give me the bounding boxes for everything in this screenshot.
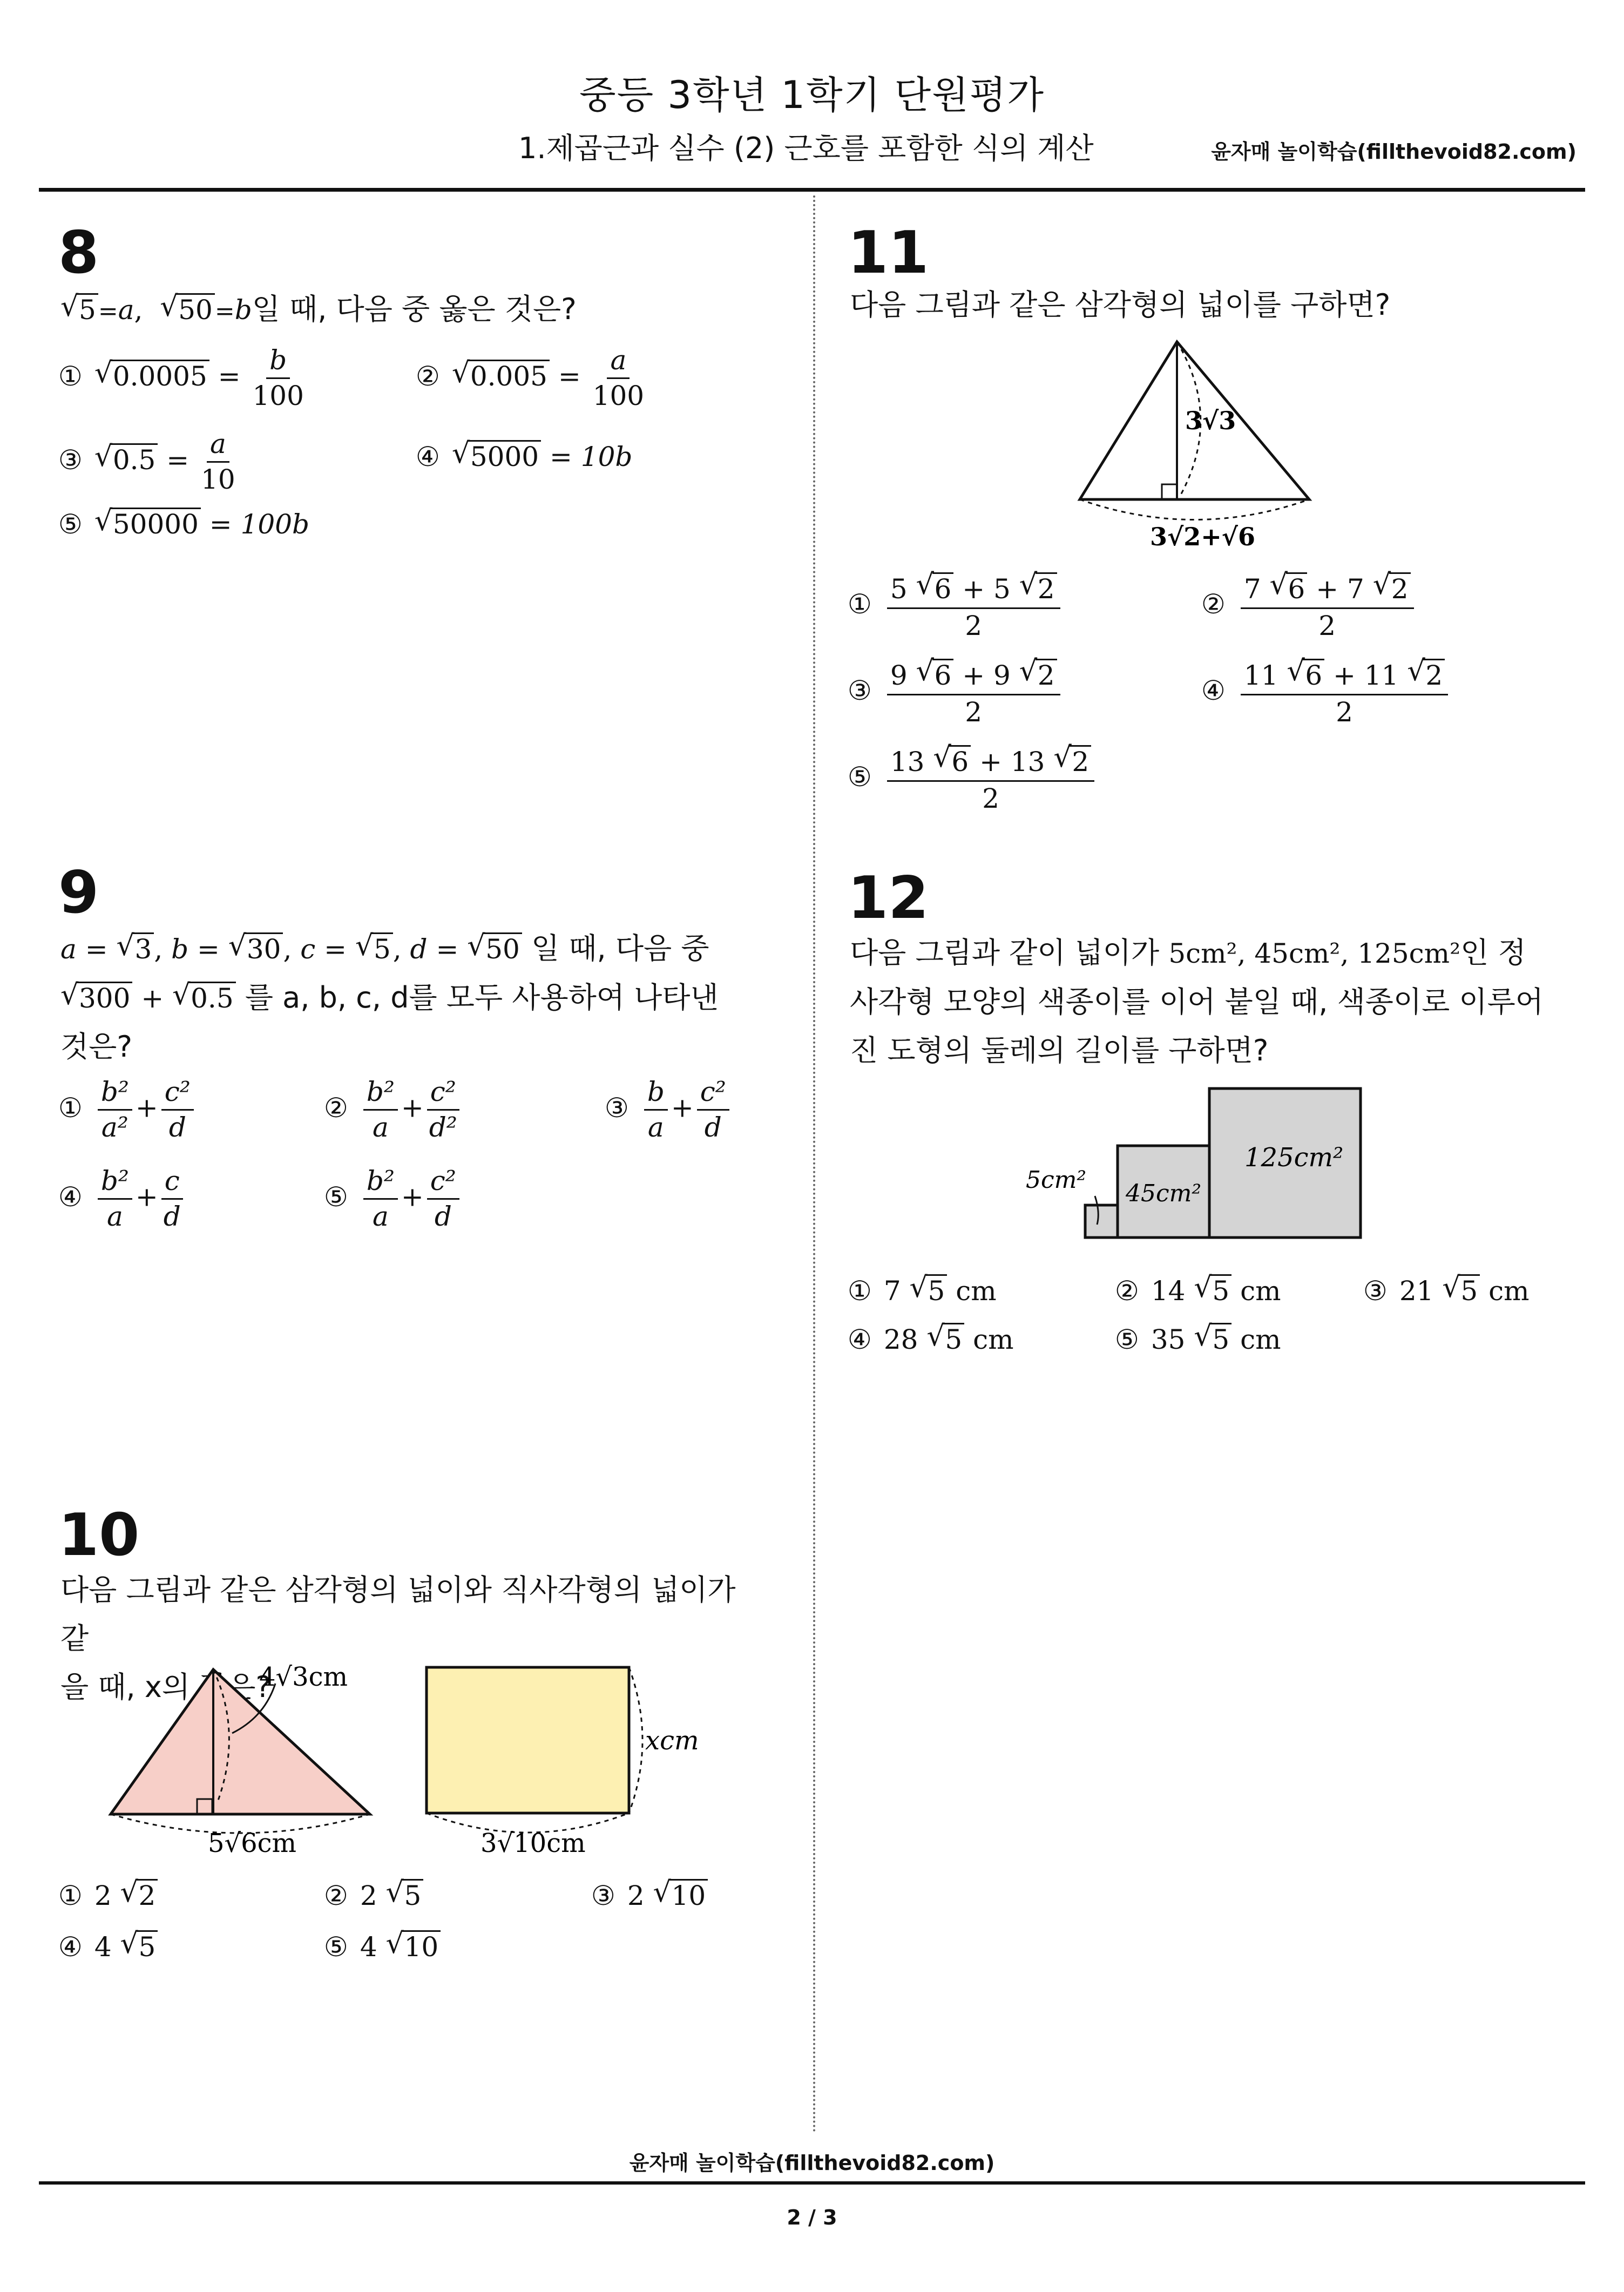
q11-option-3[interactable]: ③ $\frac{9 √ 6 + 9 √ 2}{2}$	[848, 659, 1064, 727]
q12-stem-line1-tail: 인 정	[1460, 936, 1526, 970]
q9-option-3[interactable]: ③ $\frac{b}{a}$ + $\frac{\text{c²}}{d}$	[605, 1077, 733, 1142]
footer-site: 윤자매 놀이학습(fillthevoid82.com)	[629, 2151, 995, 2175]
q11-base-label: 3√2+√6	[1150, 522, 1256, 551]
q10-option-4[interactable]: ④ 4 √ 5	[58, 1930, 158, 1963]
q10-option-3[interactable]: ③ 2 √ 10	[591, 1879, 708, 1912]
q11-option-2[interactable]: ② $\frac{7 √ 6 + 7 √ 2}{2}$	[1201, 572, 1417, 641]
q10-base-label: 5√6cm	[208, 1828, 297, 1858]
q10-side-arc	[629, 1667, 642, 1813]
q9-option-4[interactable]: ④ $\frac{\text{b²}}{a}$ + $\frac{c}{d}$	[58, 1166, 186, 1232]
q10-option-5[interactable]: ⑤ 4 √ 10	[324, 1930, 441, 1963]
q9-option-5[interactable]: ⑤ $\frac{\text{b²}}{a}$ + $\frac{\text{c²}}{d}$	[324, 1166, 463, 1232]
header-rule	[39, 188, 1585, 192]
q9-stem-line3: 것은?	[60, 1030, 132, 1064]
q10-number: 10	[58, 1502, 140, 1569]
q9-stem-line2: 를 a, b, c, d를 모두 사용하여 나타낸	[245, 981, 719, 1015]
q8-option-3[interactable]: ③√ 0.5 = $\frac{a}{10}$	[58, 429, 239, 495]
page-number: 2 / 3	[787, 2206, 837, 2229]
q12-stem: 다음 그림과 같이 넓이가 5cm², 45cm², 125cm²인 정 사각형 모양의 색종이를 이어 붙일 때, 색종이로 이루어 진 도형의 둘레의 길이를 구하면?	[850, 929, 1552, 1075]
q10-rectangle-figure	[416, 1658, 718, 1863]
q11-option-1[interactable]: ① $\frac{5 √ 6 + 5 √ 2}{2}$	[848, 572, 1064, 641]
q12-stem-line1-head: 다음 그림과 같이 넓이가	[850, 936, 1160, 970]
q8-option-1[interactable]: ①√ 0.0005 = $\frac{b}{100}$	[58, 346, 307, 411]
q12-stem-line2: 사각형 모양의 색종이를 이어 붙일 때, 색종이로 이루어	[850, 985, 1544, 1019]
q10-stem-line1: 다음 그림과 같은 삼각형의 넓이와 직사각형의 넓이가 같	[60, 1573, 736, 1655]
q10-side-label: xcm	[645, 1726, 699, 1756]
header-site: 윤자매 놀이학습(fillthevoid82.com)	[1211, 140, 1576, 164]
q12-small-square	[1085, 1205, 1118, 1238]
q12-number: 12	[848, 864, 929, 932]
q12-option-4[interactable]: ④ 28 √ 5 cm	[848, 1323, 1014, 1356]
q12-option-1[interactable]: ① 7 √ 5 cm	[848, 1274, 997, 1307]
q8-option-2[interactable]: ②√ 0.005 = $\frac{a}{100}$	[416, 346, 647, 411]
q11-number: 11	[848, 219, 929, 287]
q11-height-label: 3√3	[1185, 406, 1236, 435]
q12-large-label: 125cm²	[1244, 1142, 1344, 1173]
q12-small-label: 5cm²	[1026, 1166, 1086, 1194]
q12-option-2[interactable]: ② 14 √ 5 cm	[1115, 1274, 1281, 1307]
q11-option-4[interactable]: ④ $\frac{11 √ 6 + 11 √ 2}{2}$	[1201, 659, 1451, 727]
q10-option-2[interactable]: ② 2 √ 5	[324, 1879, 423, 1912]
q8-option-4[interactable]: ④√ 5000 = 10b	[416, 440, 632, 473]
column-divider	[813, 195, 815, 2134]
q11-triangle-figure	[1069, 332, 1328, 559]
q9-option-2[interactable]: ② $\frac{\text{b²}}{a}$ + $\frac{\text{c²}}{\text{d²}}$	[324, 1077, 463, 1142]
q9-stem: a = √ 3, b = √ 30, c = √ 5, d = √ 50 일 때, 다음 중 √ 300 + √ 0.5 를 a, b, c, d를 모두 사용하여 나타낸 것은?	[60, 924, 762, 1071]
q12-option-3[interactable]: ③ 21 √ 5 cm	[1363, 1274, 1530, 1307]
q12-squares-figure	[1015, 1080, 1393, 1253]
footer-rule	[39, 2181, 1585, 2185]
q10-height-label: 4√3cm	[259, 1662, 348, 1692]
q8-option-5[interactable]: ⑤√ 50000 = 100b	[58, 508, 309, 540]
q10-rect-base-label: 3√10cm	[481, 1828, 586, 1858]
page-title: 중등 3학년 1학기 단원평가	[579, 73, 1045, 117]
q11-option-5[interactable]: ⑤ $\frac{13 √ 6 + 13 √ 2}{2}$	[848, 745, 1098, 814]
q8-number: 8	[58, 219, 99, 287]
q10-stem-line2: 을 때, x의 값은?	[60, 1670, 272, 1704]
q8-stem: √ 5=a, √ 50=b일 때, 다음 중 옳은 것은?	[60, 285, 577, 336]
q11-base-arc	[1080, 499, 1309, 520]
q9-number: 9	[58, 859, 99, 927]
q10-option-1[interactable]: ① 2 √ 2	[58, 1879, 158, 1912]
q11-stem: 다음 그림과 같은 삼각형의 넓이를 구하면?	[850, 288, 1391, 322]
q9-stem-line1: 일 때, 다음 중	[531, 931, 709, 965]
q12-stem-line3: 진 도형의 둘레의 길이를 구하면?	[850, 1033, 1269, 1067]
q11-right-angle-mark	[1162, 484, 1177, 499]
q12-option-5[interactable]: ⑤ 35 √ 5 cm	[1115, 1323, 1281, 1356]
q10-rectangle	[427, 1667, 629, 1813]
q10-triangle-figure	[97, 1658, 389, 1863]
q8-stem-text: 일 때, 다음 중 옳은 것은?	[252, 292, 577, 326]
page-subtitle: 1.제곱근과 실수 (2) 근호를 포함한 식의 계산	[518, 131, 1094, 165]
q12-mid-label: 45cm²	[1126, 1180, 1201, 1207]
q9-option-1[interactable]: ① $\frac{\text{b²}}{\text{a²}}$ + $\frac{\text{c²}}{d}$	[58, 1077, 197, 1142]
